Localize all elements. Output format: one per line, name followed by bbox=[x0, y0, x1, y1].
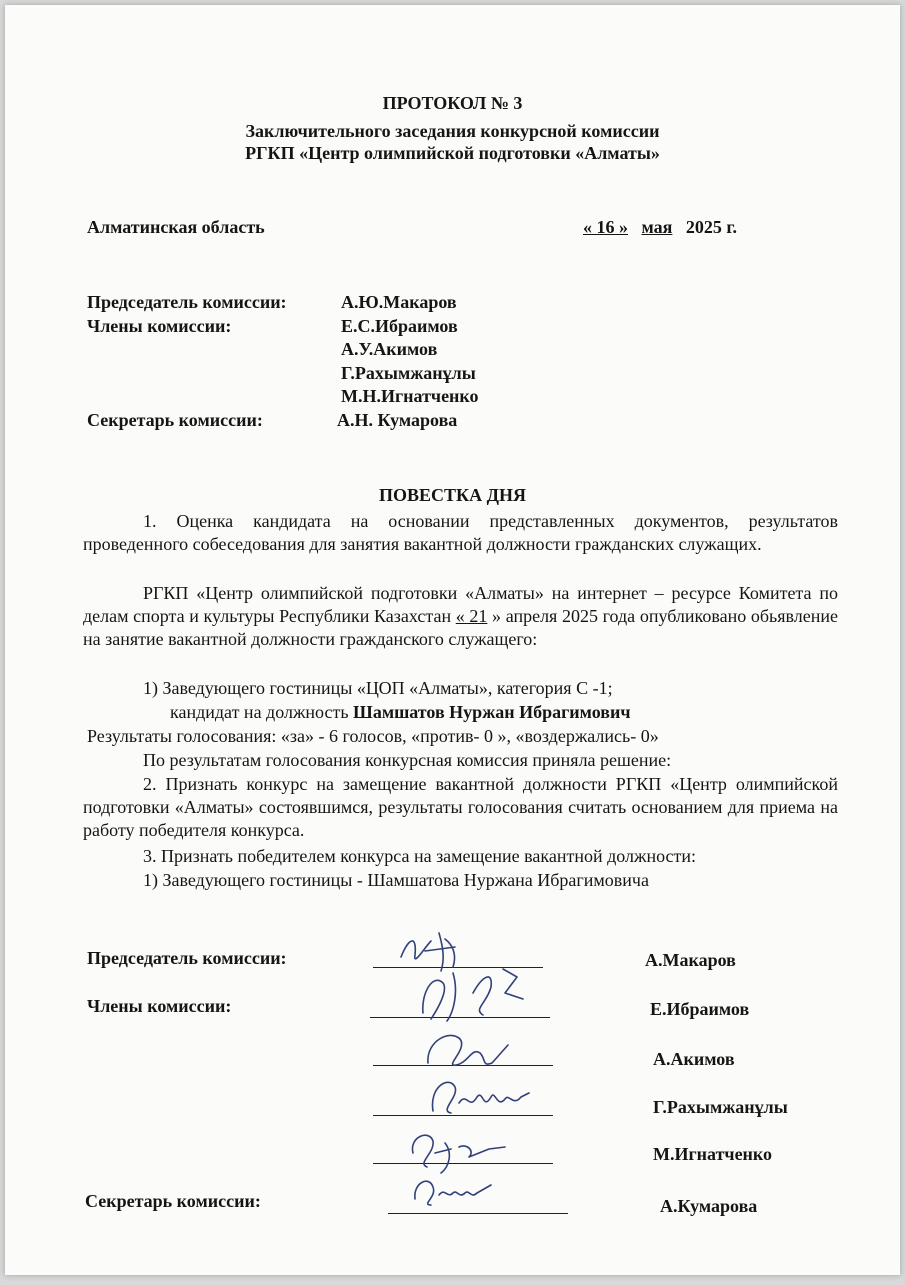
sign-chair-name: А.Макаров bbox=[645, 950, 736, 970]
document-page bbox=[5, 5, 900, 1275]
date-day: « 16 » bbox=[583, 217, 628, 237]
agenda-paragraph-3: 2. Признать конкурс на замещение вакантной должности РГКП «Центр олимпийской подготовки «Алматы» состоявшимся, результаты голосования считать основанием для приема на работу победителя конкурса. bbox=[83, 774, 838, 840]
winner-intro: 3. Признать победителем конкурса на замещение вакантной должности: bbox=[143, 846, 697, 866]
signature-secretary-drawing bbox=[407, 1165, 497, 1213]
date bbox=[583, 216, 737, 239]
member-name: Г.Рахымжанұлы bbox=[341, 363, 476, 383]
members-label: Члены комиссии: bbox=[87, 316, 232, 336]
protocol-subtitle-meeting: Заключительного заседания конкурсной комиссии bbox=[245, 121, 660, 141]
publication-date: « 21 bbox=[455, 606, 488, 626]
agenda-paragraph-1: 1. Оценка кандидата на основании представленных документов, результатов проведенного собеседования для занятия вакантной должности гражданских служащих. bbox=[83, 511, 838, 554]
date-year: 2025 г. bbox=[685, 217, 738, 237]
protocol-title: ПРОТОКОЛ № 3 bbox=[382, 93, 523, 113]
secretary-name: А.Н. Кумарова bbox=[337, 410, 458, 430]
place: Алматинская область bbox=[87, 217, 265, 237]
chair-name: А.Ю.Макаров bbox=[341, 292, 457, 312]
sign-chair-label: Председатель комиссии: bbox=[87, 948, 287, 968]
sign-secretary-name: А.Кумарова bbox=[660, 1196, 758, 1216]
agenda-paragraph-2: РГКП «Центр олимпийской подготовки «Алматы» на интернет – ресурсе Комитета по делам спорта и культуры Республики Казахстан « 21 » апреля 2025 года опубликовано обьявление на занятие вакантной должности гражданского служащего: bbox=[83, 583, 839, 649]
voting-results: Результаты голосования: «за» - 6 голосов, «против- 0 », «воздержались- 0» bbox=[87, 726, 659, 746]
signature-member-drawing bbox=[413, 963, 533, 1025]
sign-members-label: Члены комиссии: bbox=[87, 996, 232, 1016]
sign-member-name: Г.Рахымжанұлы bbox=[653, 1097, 788, 1117]
sign-member-name: Е.Ибраимов bbox=[650, 999, 750, 1019]
candidate-name: Шамшатов Нуржан Ибрагимович bbox=[353, 702, 631, 722]
chair-label: Председатель комиссии: bbox=[87, 292, 287, 312]
date-month: мая bbox=[641, 217, 673, 237]
sign-member-name: А.Акимов bbox=[653, 1049, 735, 1069]
signature-line bbox=[388, 1213, 568, 1214]
signature-member-drawing bbox=[425, 1067, 535, 1123]
member-name: М.Н.Игнатченко bbox=[341, 386, 479, 406]
candidate-line: кандидат на должность Шамшатов Нуржан Ибрагимович bbox=[170, 702, 631, 722]
sign-secretary-label: Секретарь комиссии: bbox=[85, 1191, 261, 1211]
agenda-heading: ПОВЕСТКА ДНЯ bbox=[379, 485, 526, 505]
sign-member-name: М.Игнатченко bbox=[653, 1144, 773, 1164]
member-name: А.У.Акимов bbox=[341, 339, 438, 359]
protocol-subtitle-org: РГКП «Центр олимпийской подготовки «Алматы» bbox=[245, 143, 660, 163]
secretary-label: Секретарь комиссии: bbox=[87, 410, 263, 430]
member-name: Е.С.Ибраимов bbox=[341, 316, 458, 336]
vacancy-item: 1) Заведующего гостиницы «ЦОП «Алматы», категория С -1; bbox=[143, 678, 613, 698]
winner-line: 1) Заведующего гостиницы - Шамшатова Нуржана Ибрагимовича bbox=[143, 870, 649, 890]
decision-intro: По результатам голосования конкурсная комиссия приняла решение: bbox=[143, 750, 672, 770]
signature-member-drawing bbox=[420, 1023, 515, 1073]
